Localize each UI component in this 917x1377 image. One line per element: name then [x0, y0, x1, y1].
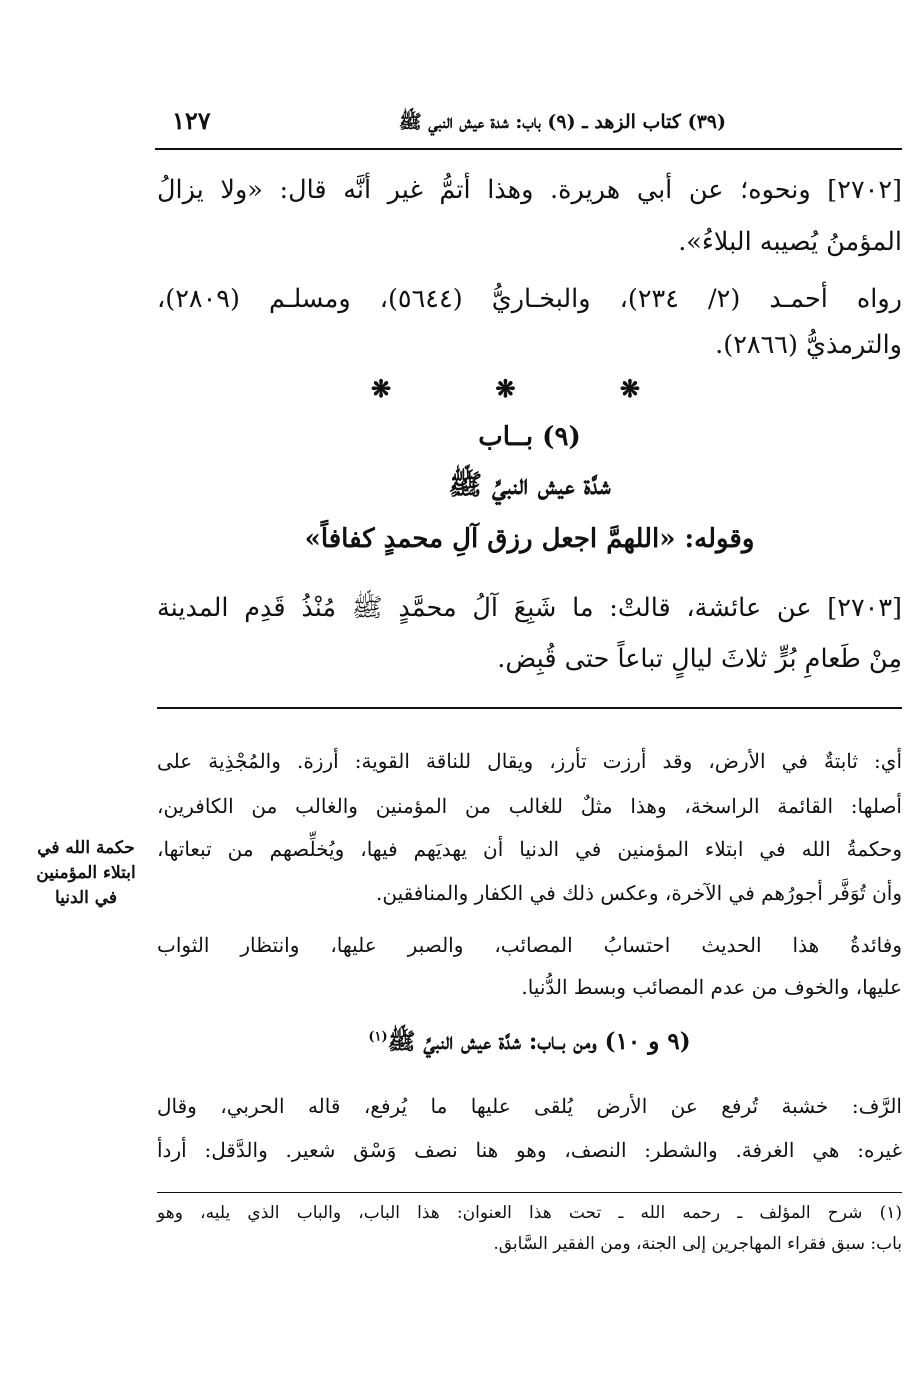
footnote-divider: [157, 1192, 902, 1193]
commentary-line-2: أصلها: القائمة الراسخة، وهذا مثلٌ للغالب من المؤمنين والغالب من الكافرين،: [157, 794, 902, 818]
section-separator-stars: ❋ ❋ ❋: [370, 374, 689, 403]
section-text-line-2: غيره: هي الغرفة. والشطر: النصف، وهو هنا نصف وَسْق شعير. والدَّقل: أردأ: [157, 1138, 902, 1162]
footnote-line-1: (١) شرح المؤلف ـ رحمه الله ـ تحت هذا العنوان: هذا الباب، والباب الذي يليه، وهو: [157, 1203, 902, 1223]
section-text-line-1: الرَّف: خشبة تُرفع عن الأرض يُلقى عليها ما يُرفع، قاله الحربي، وقال: [157, 1094, 902, 1118]
takhrij-line-2: والترمذيُّ (٢٨٦٦).: [715, 330, 902, 360]
chapter-title: شدَّة عيش النبيِّ ﷺ: [448, 468, 611, 501]
text-commentary-divider: [157, 707, 902, 709]
page-number: ١٢٧: [172, 106, 211, 135]
footnote-marker[interactable]: (١): [368, 1029, 388, 1045]
commentary-line-4: وأن تُوَفَّر أجورُهم في الآخرة، وعكس ذلك في الكفار والمنافقين.: [376, 881, 902, 905]
commentary-line-3: وحكمةُ الله في ابتلاء المؤمنين في الدنيا أن يهديَهم فيها، ويُخلِّصهم من تبعاتها،: [157, 837, 902, 861]
hadith-2702-line-2: المؤمنُ يُصيبه البلاءُ».: [678, 227, 902, 257]
section-heading: [157, 1027, 902, 1061]
footnote-line-2: باب: سبق فقراء المهاجرين إلى الجنة، ومن الفقير السَّابق.: [493, 1234, 902, 1254]
chapter-number: (٩) بــاب: [478, 422, 581, 452]
takhrij-line-1: رواه أحمـد (٢/ ٢٣٤)، والبخـاريُّ (٥٦٤٤)، ومسلـم (٢٨٠٩)،: [157, 284, 902, 314]
commentary-line-5: وفائدةُ هذا الحديث احتسابُ المصائب، والصبر عليها، وانتظار الثواب: [157, 933, 902, 957]
commentary-line-1: أي: ثابتةٌ في الأرض، وقد أرزت تأرز، ويقال للناقة القوية: أرزة. والمُجْذِية على: [157, 749, 902, 773]
section-heading-text: (٩ و ١٠) ومن بــاب: شدَّة عيش النبيِّ ﷺ: [387, 1028, 691, 1055]
margin-note-line-1: حكمة الله في: [37, 838, 135, 858]
commentary-line-6: عليها، والخوف من عدم المصائب وبسط الدُّنيا.: [521, 975, 902, 999]
margin-note: [12, 836, 160, 911]
chapter-quote: وقوله: «اللهمَّ اجعل رزق آلِ محمدٍ كفافاً»: [304, 524, 755, 554]
hadith-2703-line-2: مِنْ طَعامِ بُرٍّ ثلاثَ ليالٍ تباعاً حتى قُبِض.: [497, 644, 902, 674]
margin-note-line-2: ابتلاء المؤمنين: [36, 863, 136, 883]
hadith-2703-line-1: [٢٧٠٣] عن عائشة، قالتْ: ما شَبِعَ آلُ محمَّدٍ ﷺ مُنْذُ قَدِم المدينة: [157, 593, 902, 623]
margin-note-line-3: في الدنيا: [54, 888, 118, 908]
hadith-2702-line-1: [٢٧٠٢] ونحوه؛ عن أبي هريرة. وهذا أتمُّ غير أنَّه قال: «ولا يزالُ: [157, 175, 902, 205]
running-header-title: (٣٩) كتاب الزهد ـ (٩) باب: شدة عيش النبي ﷺ: [398, 111, 726, 133]
header-divider: [155, 148, 902, 150]
